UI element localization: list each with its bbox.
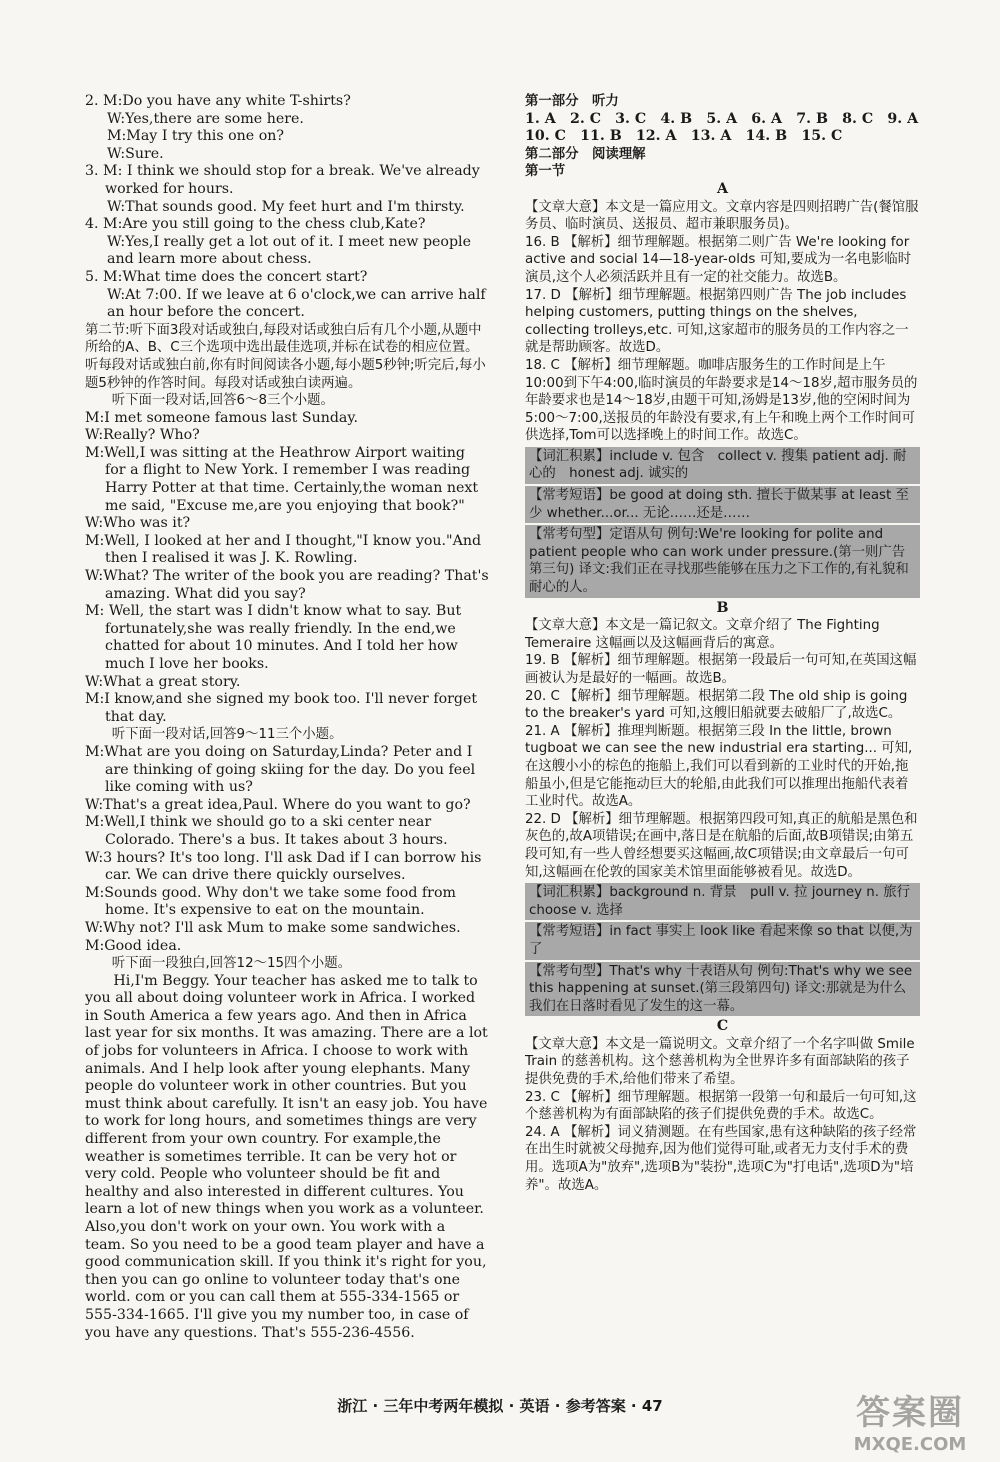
right-line: 20. C 【解析】细节理解题。根据第二段 The old ship is going to the breaker's yard 可知,这艘旧船就要去破船厂了,故选C。 <box>525 688 908 722</box>
left-line: M:What are you doing on Saturday,Linda? Peter and I are thinking of going skiing for the day. Do you feel like coming with us? <box>85 743 476 796</box>
left-line: M:I know,and she signed my book too. I'll never forget that day. <box>85 691 478 725</box>
right-line: 【常考句型】That's why 十表语从句 例句:That's why we see this happening at sunset.(第三段第四句) 译文:那就是为什么我们在日落时看见了发生的这一幕。 <box>525 962 920 1017</box>
left-column <box>85 93 490 1342</box>
right-line: 【文章大意】本文是一篇记叙文。文章介绍了 The Fighting Temeraire 这幅画以及这幅画背后的寓意。 <box>525 618 880 651</box>
left-line: W:Why not? I'll ask Mum to make some sandwiches. <box>85 919 461 936</box>
watermark-url: MXQE.COM <box>853 1434 967 1455</box>
right-line: 【词汇积累】background n. 背景 pull v. 拉 journey n. 旅行 choose v. 选择 <box>525 883 920 920</box>
left-line: W:That's a great idea,Paul. Where do you want to go? <box>85 796 471 813</box>
right-line: 10. C 11. B 12. A 13. A 14. B 15. C <box>525 128 843 145</box>
watermark-logo <box>835 1385 985 1455</box>
right-line: 第二部分 阅读理解 <box>525 146 646 162</box>
left-line: 2. M:Do you have any white T-shirts? <box>85 93 351 109</box>
right-line: 23. C 【解析】细节理解题。根据第一段第一句和最后一句可知,这个慈善机构为有面部缺陷的孩子们提供免费的手术。故选C。 <box>525 1089 917 1123</box>
right-column <box>525 93 924 1194</box>
left-line: W:At 7:00. If we leave at 6 o'clock,we can arrive half an hour before the concert. <box>107 286 486 321</box>
right-line: 【常考短语】be good at doing sth. 擅长于做某事 at least 至少 whether...or... 无论……还是…… <box>525 486 920 523</box>
right-line: 18. C 【解析】细节理解题。咖啡店服务生的工作时间是上午10:00到下午4:00,临时演员的年龄要求是14～18岁,超市服务员的年龄要求也是14～18岁,由题干可知,汤姆是13岁,他的空闲时间为5:00～7:00,送报员的年龄没有要求,有上午和晚上两个工作时间可供选择,Tom可以选择晚上的时间工作。故选C。 <box>525 357 918 444</box>
left-line: 第二节:听下面3段对话或独白,每段对话或独白后有几个小题,从题中所给的A、B、C三个选项中选出最佳选项,并标在试卷的相应位置。听每段对话或独白前,你有时间阅读各小题,每小题5秒钟;听完后,每小题5秒钟的作答时间。每段对话或独白读两遍。 <box>85 322 486 391</box>
left-line: 听下面一段对话,回答6～8三个小题。 <box>85 393 334 409</box>
left-line: M:Good idea. <box>85 937 182 954</box>
left-line: W:Really? Who? <box>85 427 200 444</box>
left-line: M:Sounds good. Why don't we take some food from home. It's expensive to eat on the mountain. <box>85 884 456 919</box>
right-line: 22. D 【解析】细节理解题。根据第四段可知,真正的航船是黑色和灰色的,故A项错误;在画中,落日是在航船的后面,故B项错误;由第五段可知,有一些人曾经想要买这幅画,故C项错误;由文章最后一句可知,这幅画在伦敦的国家美术馆里面能够被看见。故选D。 <box>525 811 918 880</box>
right-line: 【常考句型】定语从句 例句:We're looking for polite and patient people who can work under pressure.(第一则广告第三句) 译文:我们正在寻找那些能够在压力之下工作的,有礼貌和耐心的人。 <box>525 525 920 597</box>
left-line: M:Well, I looked at her and I thought,"I know you."And then I realised it was J. K. Rowling. <box>85 532 482 567</box>
page-footer: 浙江 · 三年中考两年模拟 · 英语 · 参考答案 · 47 <box>337 1397 663 1415</box>
left-line: W:What? The writer of the book you are reading? That's amazing. What did you say? <box>85 568 489 602</box>
right-line: B <box>716 599 729 616</box>
left-line: W:What a great story. <box>85 673 241 690</box>
right-line: 【常考短语】in fact 事实上 look like 看起来像 so that 以便,为了 <box>525 922 920 959</box>
left-line: 听下面一段对话,回答9～11三个小题。 <box>85 727 343 743</box>
left-line: M:I met someone famous last Sunday. <box>85 409 359 426</box>
right-line: 21. A 【解析】推理判断题。根据第三段 In the little, brown tugboat we can see the new industrial era starting... 可知,在这艘小小的棕色的拖船上,我们可以看到新的工业时代的开始,拖船虽小,但是它能拖动巨大的轮船,由此我们可以推理出拖船代表着工业时代。故选A。 <box>525 723 913 810</box>
left-line: W:That sounds good. My feet hurt and I'm thirsty. <box>107 198 465 215</box>
right-line: 【文章大意】本文是一篇说明文。文章介绍了一个名字叫做 Smile Train 的慈善机构。这个慈善机构为全世界许多有面部缺陷的孩子提供免费的手术,给他们带来了希望。 <box>525 1036 915 1088</box>
right-line: 16. B 【解析】细节理解题。根据第二则广告 We're looking for active and social 14—18-year-olds 可知,要成为一名电影临时演员,这个人必须活跃并且有一定的社交能力。故选B。 <box>525 234 912 285</box>
left-line: 听下面一段独白,回答12～15四个小题。 <box>85 956 351 972</box>
right-line: 24. A 【解析】词义猜测题。在有些国家,患有这种缺陷的孩子经常在出生时就被父母抛弃,因为他们觉得可耻,或者无力支付手术的费用。选项A为"放弃",选项B为"装扮",选项C为"打电话",选项D为"培养"。故选A。 <box>525 1124 917 1193</box>
right-line: 【词汇积累】include v. 包含 collect v. 搜集 patient adj. 耐心的 honest adj. 诚实的 <box>525 447 920 484</box>
left-line: W:Who was it? <box>85 515 191 532</box>
left-line: 5. M:What time does the concert start? <box>85 268 368 285</box>
right-line: 【文章大意】本文是一篇应用文。文章内容是四则招聘广告(餐馆服务员、临时演员、送报员、超市兼职服务员)。 <box>525 199 919 233</box>
right-line: A <box>716 180 728 197</box>
left-line: M:Well,I was sitting at the Heathrow Airport waiting for a flight to New York. I remember I was reading Harry Potter at that time. Certainly,the woman next me said, "Excuse me,are you enjoying that book?" <box>85 444 479 514</box>
right-line: 第一节 <box>525 164 566 180</box>
right-line: 17. D 【解析】细节理解题。根据第四则广告 The job includes helping customers, putting things on the shelves, collecting trolleys,etc. 可知,这家超市的服务员的工作内容之一就是帮助顾客。故选D。 <box>525 287 909 356</box>
left-line: W:Yes,I really get a lot out of it. I meet new people and learn more about chess. <box>107 233 471 268</box>
left-line: W:3 hours? It's too long. I'll ask Dad if I can borrow his car. We can drive there quickly ourselves. <box>85 849 482 884</box>
right-line: 第一部分 听力 <box>525 94 619 109</box>
left-line: M:Well,I think we should go to a ski center near Colorado. There's a bus. It takes about 3 hours. <box>85 814 448 848</box>
left-line: W:Yes,there are some here. <box>107 110 304 127</box>
left-line: M: Well, the start was I didn't know what to say. But fortunately,she was really friendly. In the end,we chatted for about 10 minutes. And I told her how much I love her books. <box>85 603 462 672</box>
watermark-text: 答案圈 <box>856 1393 964 1433</box>
left-line: W:Sure. <box>107 145 164 162</box>
left-line: 4. M:Are you still going to the chess club,Kate? <box>85 216 426 233</box>
left-line: M:May I try this one on? <box>107 128 284 145</box>
right-line: C <box>716 1018 729 1035</box>
left-line: 3. M: I think we should stop for a break. We've already worked for hours. <box>85 163 480 197</box>
right-line: 19. B 【解析】细节理解题。根据第一段最后一句可知,在英国这幅画被认为是最好的一幅画。故选B。 <box>525 653 917 686</box>
left-line: Hi,I'm Beggy. Your teacher has asked me to talk to you all about doing volunteer work in Africa. I worked in South America a few years ago. And then in Africa last year for six months. It was amazing. There are a lot of jobs for volunteers in Africa. I choose to work with animals. And I help look after young elephants. Many people do volunteer work in other countries. But you must think about carefully. It isn't an easy job. You have to work for long hours, and sometimes things are very different from your own country. For example,the weather is sometimes terrible. It can be very hot or very cold. People who volunteer should be fit and healthy and also interested in different cultures. You learn a lot of new things when you work as a volunteer. Also,you don't work on your own. You work with a team. So you need to be a good team player and have a good communication skill. If you think it's right for you, then you can go online to volunteer today that's one world. com or you can call them at 555-334-1565 or 555-334-1665. I'll give you my number too, in case of you have any questions. That's 555-236-4556. <box>85 972 488 1341</box>
right-line: 1. A 2. C 3. C 4. B 5. A 6. A 7. B 8. C 9. A <box>525 110 919 127</box>
